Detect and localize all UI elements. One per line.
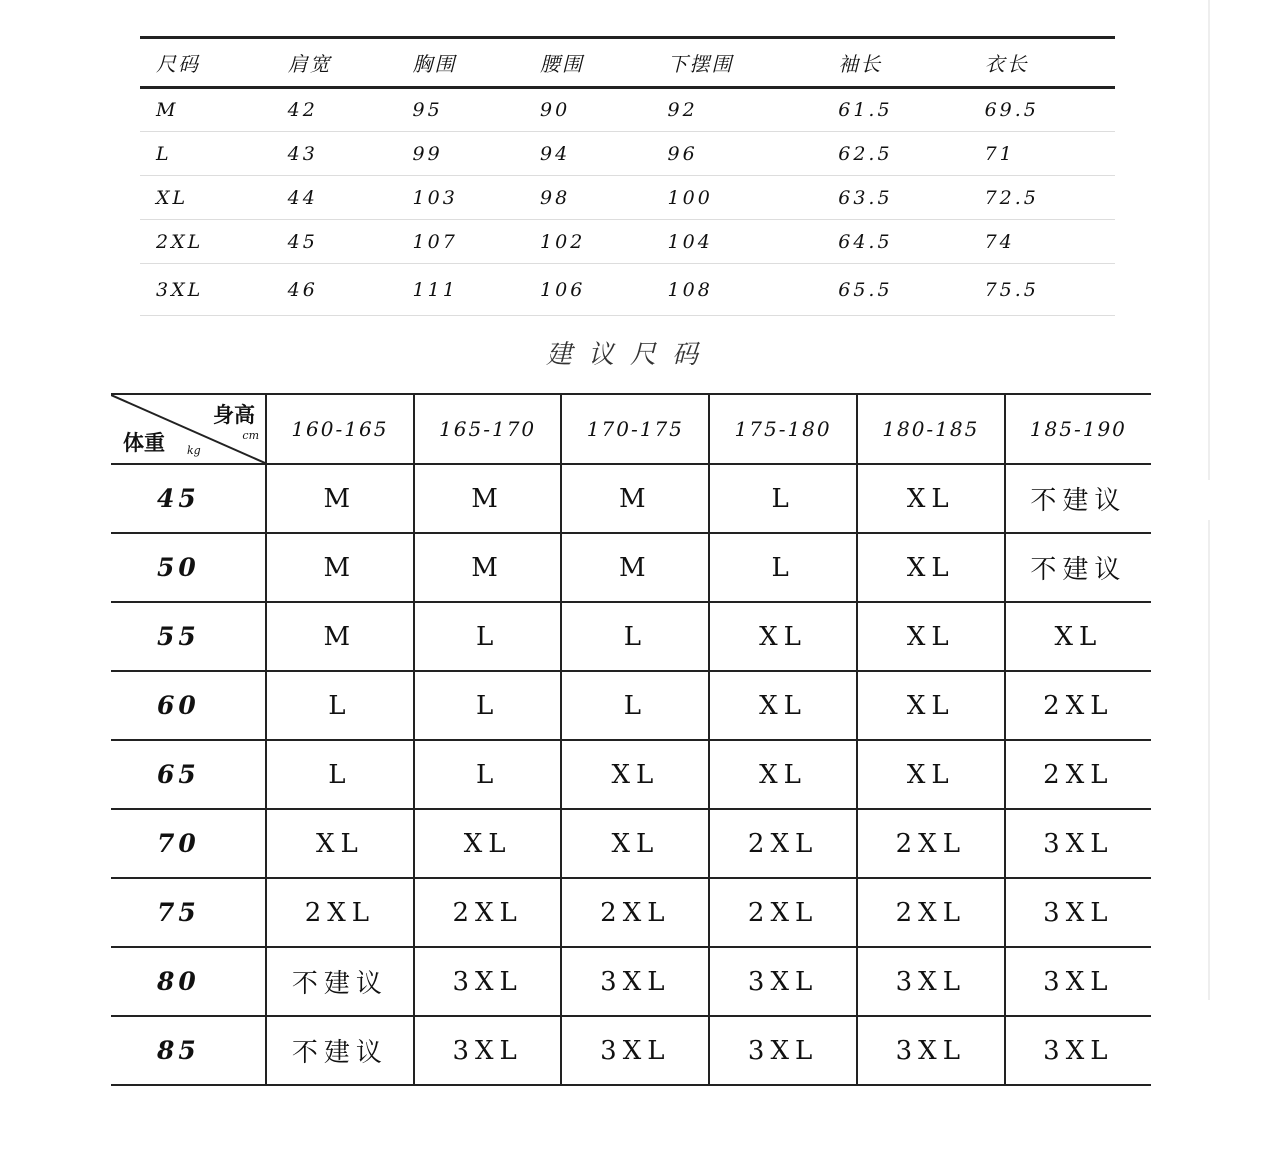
cell-hem: 92: [652, 88, 823, 132]
height-range: 160-165: [266, 394, 414, 464]
cell-size: L: [140, 132, 272, 176]
right-edge-line: [1208, 0, 1210, 480]
recommended-size-cell: 3XL: [857, 1016, 1005, 1085]
recommended-size-cell: 2XL: [561, 878, 709, 947]
recommended-size-cell: M: [266, 533, 414, 602]
recommended-size-cell: M: [414, 464, 562, 533]
cell-chest: 99: [397, 132, 525, 176]
cell-shoulder: 45: [272, 220, 397, 264]
recommended-size-cell: XL: [561, 809, 709, 878]
cell-waist: 102: [524, 220, 652, 264]
weight-row: [111, 464, 1151, 533]
cell-size: M: [140, 88, 272, 132]
cell-waist: 90: [524, 88, 652, 132]
height-unit: cm: [242, 429, 259, 442]
size-spec-row: [140, 132, 1115, 176]
recommended-size-cell: 3XL: [709, 1016, 857, 1085]
cell-length: 72.5: [969, 176, 1115, 220]
cell-waist: 94: [524, 132, 652, 176]
size-spec-row: [140, 176, 1115, 220]
recommended-size-cell: 不建议: [266, 1016, 414, 1085]
cell-sleeve: 65.5: [822, 264, 968, 316]
height-range: 175-180: [709, 394, 857, 464]
recommended-size-cell: XL: [857, 602, 1005, 671]
recommended-size-cell: 3XL: [1005, 878, 1151, 947]
recommended-size-cell: 2XL: [266, 878, 414, 947]
cell-length: 75.5: [969, 264, 1115, 316]
recommended-size-cell: 2XL: [1005, 671, 1151, 740]
weight-row: [111, 1016, 1151, 1085]
cell-sleeve: 61.5: [822, 88, 968, 132]
weight-row: [111, 602, 1151, 671]
recommended-size-cell: 2XL: [709, 809, 857, 878]
height-range: 165-170: [414, 394, 562, 464]
recommended-size-cell: L: [561, 671, 709, 740]
recommended-size-cell: 2XL: [709, 878, 857, 947]
recommended-size-cell: 3XL: [709, 947, 857, 1016]
cell-length: 69.5: [969, 88, 1115, 132]
header-chest: 胸围: [397, 38, 525, 88]
recommended-size-cell: L: [414, 671, 562, 740]
header-length: 衣长: [969, 38, 1115, 88]
recommended-size-cell: 3XL: [1005, 1016, 1151, 1085]
recommended-size-cell: L: [266, 671, 414, 740]
weight-value: 65: [111, 740, 266, 809]
cell-chest: 103: [397, 176, 525, 220]
recommended-size-cell: XL: [414, 809, 562, 878]
recommended-size-cell: 3XL: [561, 1016, 709, 1085]
size-spec-row: [140, 220, 1115, 264]
recommended-size-cell: 不建议: [266, 947, 414, 1016]
cell-sleeve: 62.5: [822, 132, 968, 176]
recommended-size-cell: L: [709, 533, 857, 602]
recommended-size-cell: 3XL: [857, 947, 1005, 1016]
recommended-size-cell: 3XL: [414, 1016, 562, 1085]
recommended-size-cell: 2XL: [1005, 740, 1151, 809]
recommended-size-cell: L: [561, 602, 709, 671]
recommended-size-cell: M: [561, 464, 709, 533]
cell-length: 74: [969, 220, 1115, 264]
cell-chest: 107: [397, 220, 525, 264]
weight-value: 60: [111, 671, 266, 740]
cell-hem: 96: [652, 132, 823, 176]
recommended-size-cell: 2XL: [857, 809, 1005, 878]
weight-row: [111, 878, 1151, 947]
weight-row: [111, 671, 1151, 740]
size-spec-table: [140, 36, 1115, 316]
recommended-size-cell: XL: [709, 740, 857, 809]
recommended-size-cell: XL: [857, 533, 1005, 602]
weight-value: 80: [111, 947, 266, 1016]
cell-hem: 100: [652, 176, 823, 220]
recommended-size-table: [111, 393, 1151, 1086]
cell-shoulder: 44: [272, 176, 397, 220]
recommended-size-cell: M: [266, 602, 414, 671]
recommended-size-cell: XL: [561, 740, 709, 809]
size-spec-header-row: [140, 38, 1115, 88]
cell-shoulder: 42: [272, 88, 397, 132]
recommended-size-cell: M: [266, 464, 414, 533]
weight-value: 70: [111, 809, 266, 878]
height-range: 185-190: [1005, 394, 1151, 464]
recommended-size-cell: M: [561, 533, 709, 602]
recommended-size-cell: 不建议: [1005, 464, 1151, 533]
recommended-size-cell: 3XL: [414, 947, 562, 1016]
weight-value: 50: [111, 533, 266, 602]
cell-sleeve: 64.5: [822, 220, 968, 264]
cell-hem: 104: [652, 220, 823, 264]
cell-sleeve: 63.5: [822, 176, 968, 220]
size-spec-row: [140, 264, 1115, 316]
recommended-size-cell: XL: [709, 671, 857, 740]
cell-shoulder: 43: [272, 132, 397, 176]
size-spec-row: [140, 88, 1115, 132]
recommended-size-cell: L: [266, 740, 414, 809]
weight-row: [111, 947, 1151, 1016]
weight-value: 85: [111, 1016, 266, 1085]
weight-value: 55: [111, 602, 266, 671]
cell-size: 3XL: [140, 264, 272, 316]
header-hem: 下摆围: [652, 38, 823, 88]
cell-waist: 106: [524, 264, 652, 316]
cell-chest: 95: [397, 88, 525, 132]
cell-hem: 108: [652, 264, 823, 316]
height-range: 180-185: [857, 394, 1005, 464]
cell-size: 2XL: [140, 220, 272, 264]
recommended-size-cell: 2XL: [857, 878, 1005, 947]
header-shoulder: 肩宽: [272, 38, 397, 88]
header-waist: 腰围: [524, 38, 652, 88]
cell-length: 71: [969, 132, 1115, 176]
header-size: 尺码: [140, 38, 272, 88]
cell-chest: 111: [397, 264, 525, 316]
recommended-size-cell: L: [709, 464, 857, 533]
header-sleeve: 袖长: [822, 38, 968, 88]
height-header-row: [111, 394, 1151, 464]
cell-size: XL: [140, 176, 272, 220]
recommended-size-cell: XL: [857, 464, 1005, 533]
recommended-size-cell: 2XL: [414, 878, 562, 947]
weight-row: [111, 740, 1151, 809]
recommended-size-cell: M: [414, 533, 562, 602]
recommended-size-cell: 3XL: [1005, 809, 1151, 878]
weight-row: [111, 809, 1151, 878]
recommended-size-cell: XL: [266, 809, 414, 878]
recommended-size-cell: XL: [857, 671, 1005, 740]
weight-value: 45: [111, 464, 266, 533]
recommended-size-cell: 3XL: [1005, 947, 1151, 1016]
height-label: 身高: [213, 402, 255, 427]
height-range: 170-175: [561, 394, 709, 464]
weight-unit: kg: [187, 444, 201, 457]
recommended-size-title: 建议尺码: [545, 340, 714, 370]
cell-shoulder: 46: [272, 264, 397, 316]
recommended-size-cell: XL: [709, 602, 857, 671]
cell-waist: 98: [524, 176, 652, 220]
recommended-size-cell: L: [414, 740, 562, 809]
recommended-size-cell: L: [414, 602, 562, 671]
recommended-size-cell: 不建议: [1005, 533, 1151, 602]
weight-label: 体重: [123, 430, 165, 455]
right-edge-line: [1208, 520, 1210, 1000]
corner-header: [111, 394, 266, 464]
recommended-size-cell: 3XL: [561, 947, 709, 1016]
weight-row: [111, 533, 1151, 602]
weight-value: 75: [111, 878, 266, 947]
recommended-size-cell: XL: [857, 740, 1005, 809]
recommended-size-cell: XL: [1005, 602, 1151, 671]
